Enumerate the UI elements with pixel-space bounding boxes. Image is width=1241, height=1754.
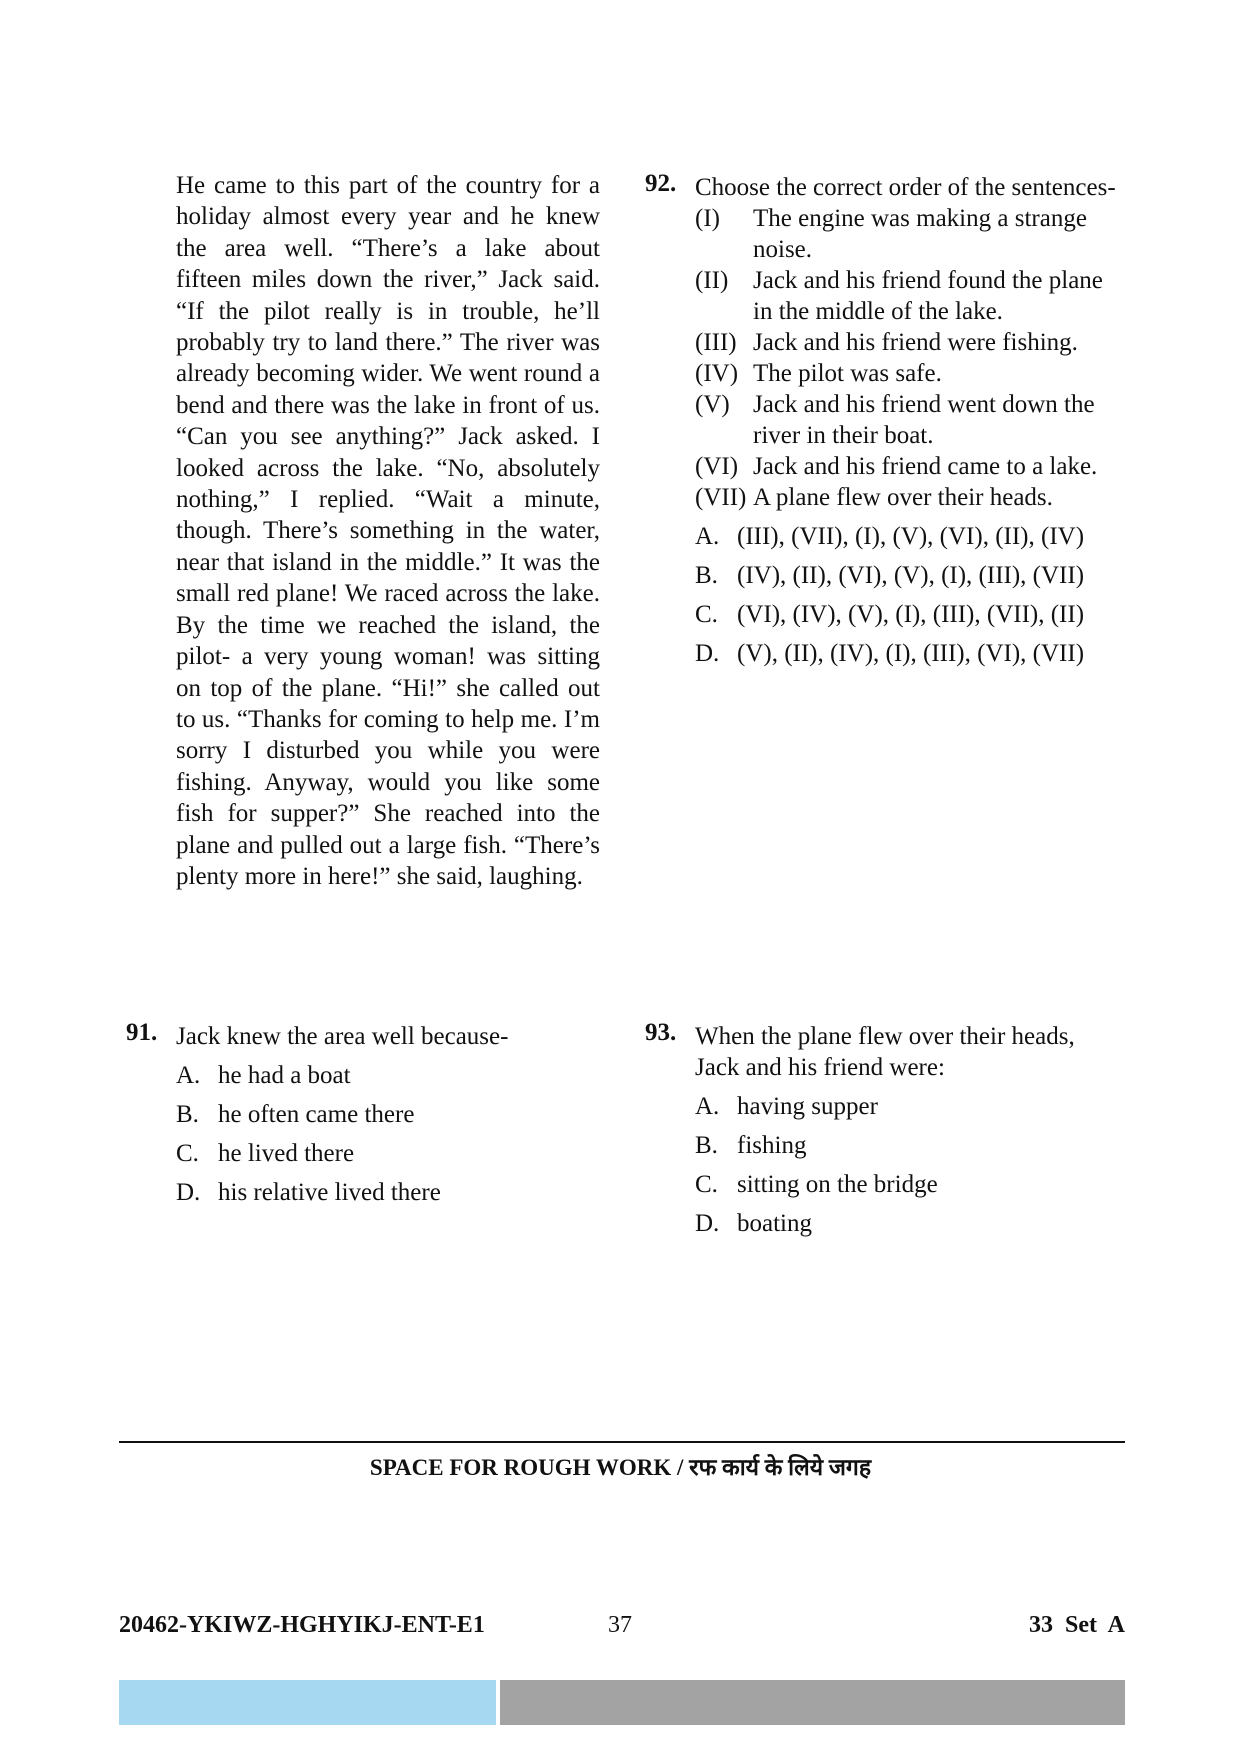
option-text: having supper	[737, 1093, 878, 1120]
statement-label: (III)	[695, 329, 737, 356]
option-text: (V), (II), (IV), (I), (III), (VI), (VII)	[737, 640, 1085, 667]
statement-text: A plane flew over their heads.	[753, 484, 1053, 511]
statement-list	[695, 203, 1125, 513]
option-text: he often came there	[218, 1101, 415, 1128]
option-text: (VI), (IV), (V), (I), (III), (VII), (II)	[737, 601, 1085, 628]
statement-text: The pilot was safe.	[753, 360, 942, 387]
statement-text: Jack and his friend went down the river in their boat.	[753, 391, 1095, 449]
statement	[695, 482, 1125, 513]
statement	[695, 327, 1125, 358]
statement-label: (I)	[695, 205, 720, 232]
statement	[695, 203, 1125, 265]
statement-label: (VII)	[695, 484, 747, 511]
option-text: he had a boat	[218, 1062, 351, 1089]
statement-text: The engine was making a strange noise.	[753, 205, 1087, 263]
option-c[interactable]	[176, 1138, 606, 1169]
option-text: boating	[737, 1210, 812, 1237]
option-d[interactable]	[695, 1208, 1125, 1239]
option-letter: B.	[695, 1132, 718, 1159]
statement	[695, 265, 1125, 327]
option-text: he lived there	[218, 1140, 355, 1167]
option-letter: D.	[695, 1210, 720, 1237]
statement-text: Jack and his friend were fishing.	[753, 329, 1078, 356]
paper-code: 20462-YKIWZ-HGHYIKJ-ENT-E1	[119, 1612, 485, 1638]
option-a[interactable]	[695, 1091, 1125, 1122]
question-text: When the plane flew over their heads, Jack and his friend were:	[695, 1023, 1075, 1081]
option-text: (III), (VII), (I), (V), (VI), (II), (IV)	[737, 523, 1085, 550]
question-91	[126, 1021, 606, 1221]
option-list	[695, 1091, 1125, 1239]
question-number: 93.	[645, 1019, 677, 1046]
question-number: 92.	[645, 170, 677, 197]
option-letter: C.	[695, 601, 718, 628]
rough-work-divider	[119, 1441, 1125, 1443]
option-d[interactable]	[176, 1177, 606, 1208]
option-c[interactable]	[695, 599, 1125, 630]
question-text: Choose the correct order of the sentences-	[695, 174, 1116, 201]
option-letter: A.	[176, 1062, 201, 1089]
option-text: sitting on the bridge	[737, 1171, 938, 1198]
statement-text: Jack and his friend found the plane in the middle of the lake.	[753, 267, 1103, 325]
statement-label: (II)	[695, 267, 729, 294]
question-text: Jack knew the area well because-	[176, 1023, 509, 1050]
option-letter: D.	[176, 1179, 201, 1206]
option-letter: B.	[695, 562, 718, 589]
statement-label: (VI)	[695, 453, 739, 480]
option-letter: B.	[176, 1101, 199, 1128]
option-list	[695, 521, 1125, 669]
set-label: 33 Set A	[1029, 1612, 1125, 1638]
option-text: his relative lived there	[218, 1179, 441, 1206]
statement-label: (V)	[695, 391, 730, 418]
statement	[695, 389, 1125, 451]
question-number: 91.	[126, 1019, 158, 1046]
option-c[interactable]	[695, 1169, 1125, 1200]
option-letter: C.	[176, 1140, 199, 1167]
option-letter: A.	[695, 1093, 720, 1120]
option-letter: D.	[695, 640, 720, 667]
footer-bar-blue	[119, 1680, 496, 1725]
option-d[interactable]	[695, 638, 1125, 669]
question-93	[645, 1021, 1125, 1261]
statement-label: (IV)	[695, 360, 739, 387]
option-a[interactable]	[695, 521, 1125, 552]
passage-text: He came to this part of the country for a holiday almost every year and he knew the area well. “There’s a lake about fifteen miles down the river,” Jack said. “If the pilot really is in trouble, he’ll probably try to land there.” The river was already becoming wider. We went round a bend and there was the lake in front of us. “Can you see anything?” Jack asked. I looked across the lake. “No, absolutely nothing,” I replied. “Wait a minute, though. There’s something in the water, near that island in the middle.” It was the small red plane! We raced across the lake. By the time we reached the island, the pilot- a very young woman! was sitting on top of the plane. “Hi!” she called out to us. “Thanks for coming to help me. I’m sorry I disturbed you while you were fishing. Anyway, would you like some fish for supper?” She reached into the plane and pulled out a large fish. “There’s plenty more in here!” she said, laughing.	[176, 172, 600, 890]
reading-passage	[176, 170, 600, 892]
option-text: fishing	[737, 1132, 807, 1159]
option-text: (IV), (II), (VI), (V), (I), (III), (VII)	[737, 562, 1085, 589]
statement	[695, 358, 1125, 389]
option-a[interactable]	[176, 1060, 606, 1091]
option-b[interactable]	[176, 1099, 606, 1130]
option-b[interactable]	[695, 560, 1125, 591]
option-letter: A.	[695, 523, 720, 550]
footer-bar-gray	[500, 1680, 1125, 1725]
page-number: 37	[608, 1612, 632, 1638]
option-b[interactable]	[695, 1130, 1125, 1161]
option-letter: C.	[695, 1171, 718, 1198]
question-92	[645, 172, 1125, 812]
statement-text: Jack and his friend came to a lake.	[753, 453, 1098, 480]
rough-work-heading: SPACE FOR ROUGH WORK / रफ कार्य के लिये जगह	[369, 1455, 872, 1480]
statement	[695, 451, 1125, 482]
option-list	[176, 1060, 606, 1208]
